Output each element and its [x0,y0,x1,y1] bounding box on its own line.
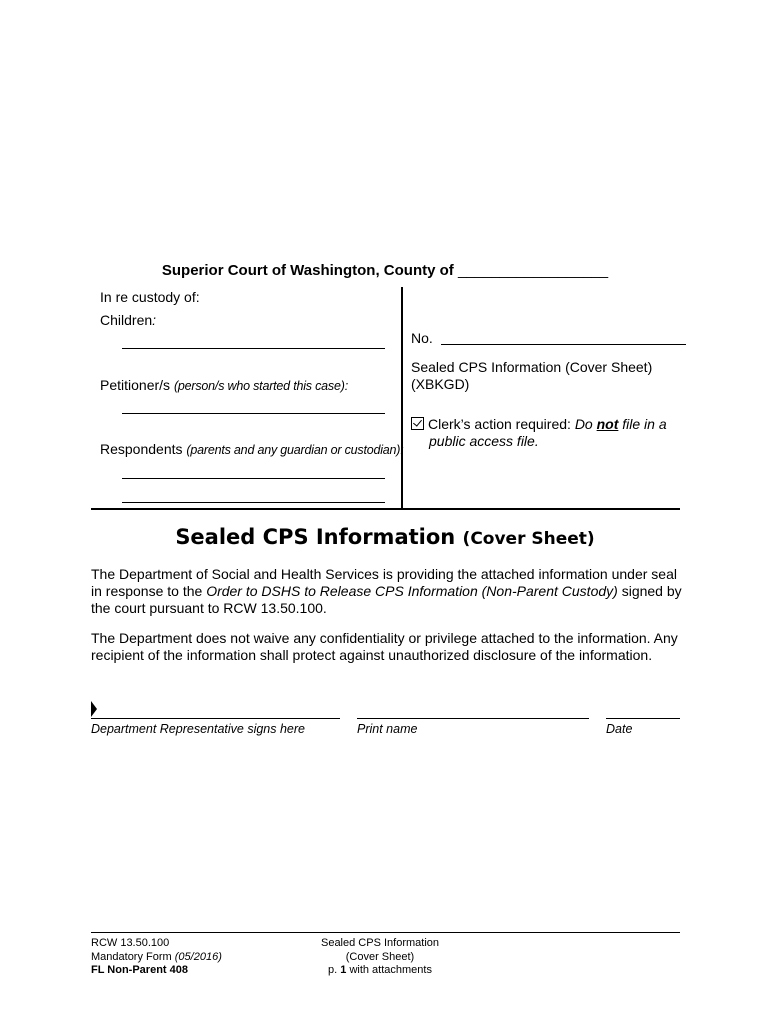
date-line[interactable] [606,718,680,719]
form-title: Sealed CPS Information (Cover Sheet) [175,525,595,549]
rep-signature-line[interactable] [91,718,340,719]
in-re-label: In re custody of: [100,289,200,305]
court-title-text: Superior Court of Washington, County of [161,262,454,279]
footer-rcw: RCW 13.50.100 [91,937,170,949]
children-name-line[interactable] [122,348,385,349]
form-subtitle: (Cover Sheet) [462,529,595,549]
petitioners-hint: (person/s who started this case): [173,379,348,393]
respondents-hint: (parents and any guardian or custodian): [186,443,404,457]
respondents-name-line-2[interactable] [122,502,385,503]
county-blank[interactable]: __________________ [457,262,609,279]
sign-here-arrow-icon [91,701,97,717]
document-title-right: Sealed CPS Information (Cover Sheet) (XBKGD) [411,359,653,392]
footer-page: p. 1 with attachments [328,964,432,976]
petitioners-label: Petitioner/s (person/s who started this case): [100,377,348,393]
respondents-name-line-1[interactable] [122,478,385,479]
case-number-line[interactable] [441,344,686,345]
children-label: Children: [100,312,157,328]
page-number: 1 [340,964,347,976]
petitioners-name-line[interactable] [122,413,385,414]
print-name-label: Print name [357,722,418,736]
date-label: Date [606,722,633,736]
document-code: (XBKGD) [411,376,470,392]
case-number-label: No. [411,330,433,346]
caption-divider [401,287,403,509]
checked-checkbox-icon [411,417,424,430]
clerk-action-note: Clerk’s action required: Do not file in a public access file. [411,416,681,450]
rep-signature-label: Department Representative signs here [91,722,306,736]
paragraph-1: The Department of Social and Health Services is providing the attached information under seal in response to the Order to DSHS to Release CPS Information (Non-Parent Custody) signed by the court pursuant to RCW 13.50.100. [91,566,682,616]
respondents-label: Respondents (parents and any guardian or custodian): [100,441,404,457]
footer-mandatory: Mandatory Form (05/2016) [91,950,222,963]
footer-form-id: FL Non-Parent 408 [91,964,188,976]
court-title [0,262,770,279]
footer-left [91,937,222,978]
caption-bottom-rule [91,508,680,510]
paragraph-2: The Department does not waive any confidentiality or privilege attached to the information. Any recipient of the information shall protect against unauthorized disclosure of the information. [91,630,678,663]
footer-center: Sealed CPS Information (Cover Sheet) p. 1 with attachments [280,937,480,978]
footer-rule [91,932,680,933]
print-name-line[interactable] [357,718,589,719]
